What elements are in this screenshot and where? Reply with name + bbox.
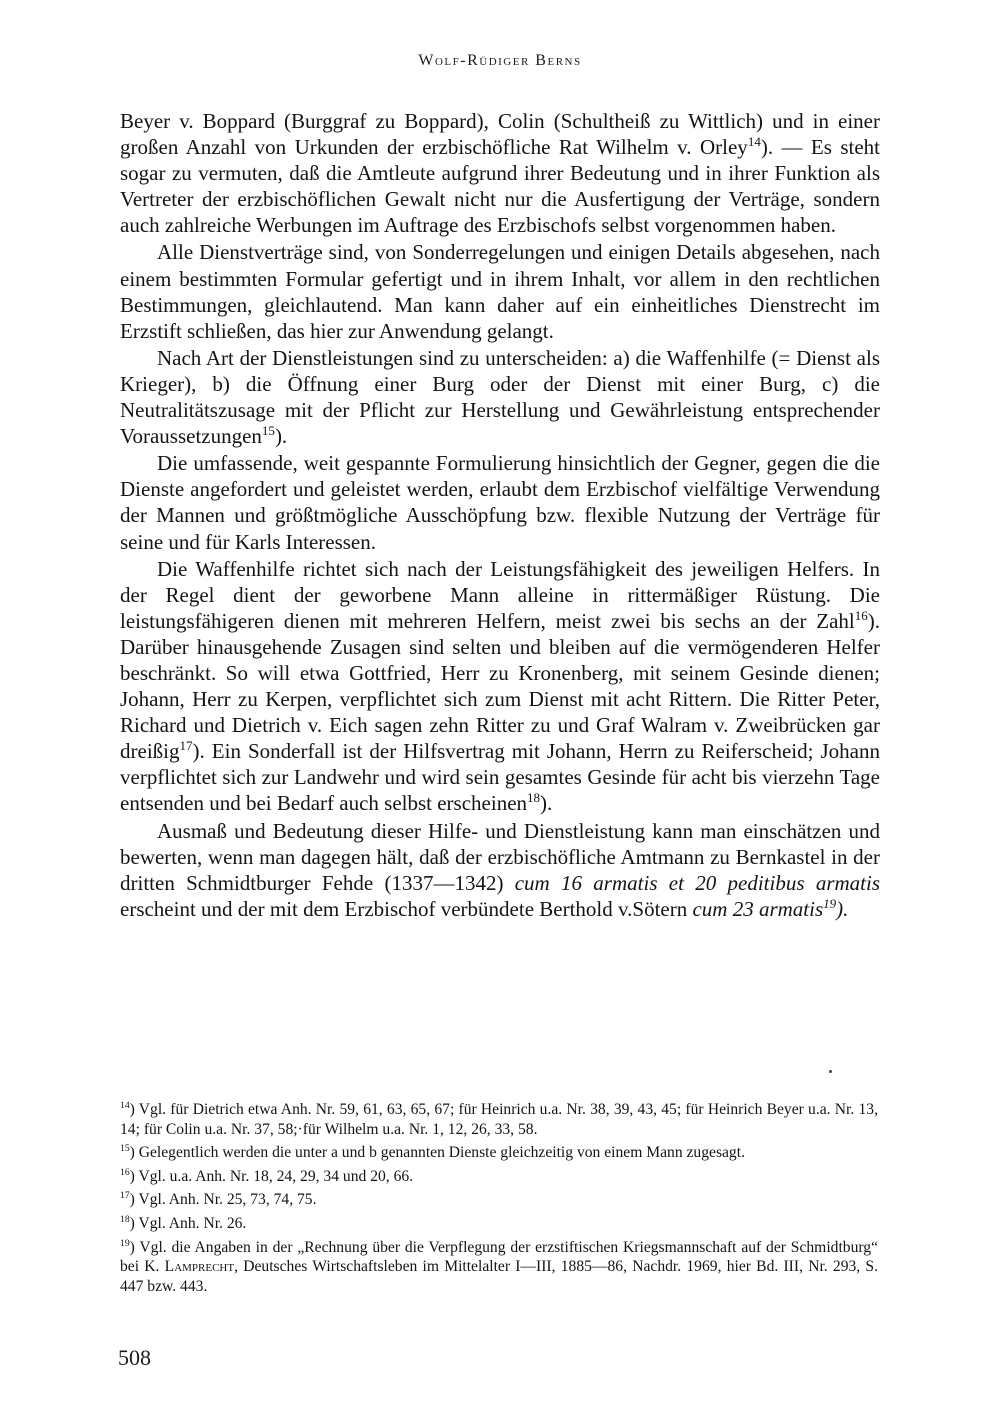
main-text [120, 108, 880, 923]
paragraph-6: Ausmaß und Bedeutung dieser Hilfe- und Dienstleistung kann man einschätzen und bewerten, wenn man dagegen hält, daß der erzbischöfliche Amtmann zu Bernkastel in der dritten Schmidtburger Fehde (1337—1342) cum 16 armatis et 20 peditibus armatis erscheint und der mit dem Erzbischof verbündete Berthold v.Sötern cum 23 armatis$^{19}$). [120, 818, 880, 921]
running-header: Wolf-Rüdiger Berns [418, 52, 582, 69]
latin-quote-1: cum 16 armatis et 20 peditibus armatis [514, 870, 880, 895]
footnote-ref-19[interactable]: 19 [823, 895, 837, 911]
paragraph-3: Nach Art der Dienstleistungen sind zu unterscheiden: a) die Waffenhilfe (= Dienst als Krieger), b) die Öffnung einer Burg oder der Dienst mit einer Burg, c) die Neutralitätszusage mit der Pflicht zur Herstellung und Gewährleistung entsprechender Voraussetzungen$^{15}$). [120, 345, 880, 449]
paragraph-4: Die umfassende, weit gespannte Formulierung hinsichtlich der Gegner, gegen die die Dienste angefordert und geleistet werden, erlaubt dem Erzbischof vielfältige Verwendung der Mannen und größtmögliche Ausschöpfung bzw. flexible Nutzung der Verträge für seine und für Karls Interessen. [120, 451, 880, 554]
stray-mark [829, 1070, 832, 1073]
footnote-ref-17[interactable]: 17 [179, 738, 193, 754]
footnote-ref-15[interactable]: 15 [261, 423, 275, 439]
latin-quote-2: cum 23 armatis$^{19}$). [692, 895, 849, 921]
paragraph-2: Alle Dienstverträge sind, von Sonderregelungen und einigen Details abgesehen, nach einem bestimmten Formular gefertigt und in ihrem Inhalt, vor allem in den rechtlichen Bestimmungen, gleichlautend. Man kann daher auf ein einheitliches Dienstrecht im Erzstift schließen, das hier zur Anwendung gelangt. [120, 240, 880, 343]
footnote-15: $^{15}$) Gelegentlich werden die unter a und b genannten Dienste gleichzeitig von einem Mann zugesagt. [120, 1143, 745, 1162]
author-name: Lamprecht [164, 1258, 235, 1276]
paragraph-5: Die Waffenhilfe richtet sich nach der Leistungsfähigkeit des jeweiligen Helfers. In der Regel dient der geworbene Mann alleine in rittermäßiger Rüstung. Die leistungsfähigeren dienen mit mehreren Helfern, meist zwei bis sechs an der Zahl$^{16}$). Darüber hinausgehende Zusagen sind selten und bleiben auf die vermögenderen Helfer beschränkt. So will etwa Gottfried, Herr zu Kronenberg, mit seinem Gesinde dienen; Johann, Herr zu Kerpen, verpflichtet sich zum Dienst mit acht Rittern. Die Ritter Peter, Richard und Dietrich v. Eich sagen zehn Ritter zu und Graf Walram v. Zweibrücken gar dreißig$^{17}$). Ein Sonderfall ist der Hilfsvertrag mit Johann, Herrn zu Reiferscheid; Johann verpflichtet sich zur Landwehr und wird sein gesamtes Gesinde für acht bis vierzehn Tage entsenden und bei Bedarf auch selbst erscheinen$^{18}$). [120, 556, 880, 816]
footnote-16: $^{16}$) Vgl. u.a. Anh. Nr. 18, 24, 29, 34 und 20, 66. [120, 1166, 414, 1185]
footnote-ref-14[interactable]: 14 [747, 134, 761, 150]
footnote-17: $^{17}$) Vgl. Anh. Nr. 25, 73, 74, 75. [120, 1190, 317, 1209]
footnotes [120, 1100, 878, 1300]
footnote-19: $^{19}$) Vgl. die Angaben in der „Rechnung über die Verpflegung der erzstiftischen Kriegsmannschaft auf der Schmidtburg“ bei K. Lamprecht, Deutsches Wirtschaftsleben im Mittelalter I—III, 1885—86, Nachdr. 1969, hier Bd. III, Nr. 293, S. 447 bzw. 443. [120, 1237, 878, 1295]
page-number: 508 [118, 1345, 151, 1370]
footnote-ref-18[interactable]: 18 [527, 790, 541, 806]
footnote-ref-16[interactable]: 16 [854, 607, 868, 623]
footnote-18: $^{18}$) Vgl. Anh. Nr. 26. [120, 1213, 247, 1232]
footnote-14: $^{14}$) Vgl. für Dietrich etwa Anh. Nr. 59, 61, 63, 65, 67; für Heinrich u.a. Nr. 38, 39, 43, 45; für Heinrich Beyer u.a. Nr. 13, 14; für Colin u.a. Nr. 37, 58;·für Wilhelm u.a. Nr. 1, 12, 26, 33, 58. [120, 1099, 878, 1138]
paragraph-1: Beyer v. Boppard (Burggraf zu Boppard), Colin (Schultheiß zu Wittlich) und in einer großen Anzahl von Urkunden der erzbischöfliche Rat Wilhelm v. Orley$^{14}$). — Es steht sogar zu vermuten, daß die Amtleute aufgrund ihrer Bedeutung und in ihrer Funktion als Vertreter der erzbischöflichen Gewalt nicht nur die Ausfertigung der Verträge, sondern auch zahlreiche Werbungen im Auftrage des Erzbischofs selbst vorgenommen haben. [120, 109, 881, 238]
